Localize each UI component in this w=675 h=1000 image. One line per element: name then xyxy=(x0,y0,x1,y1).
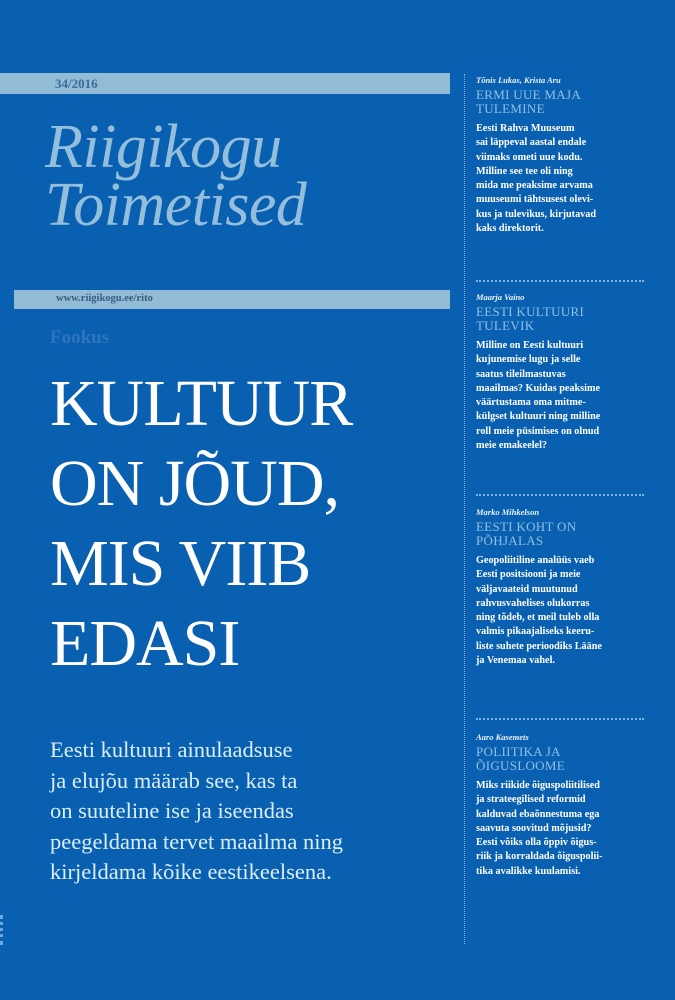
summary-line: liste suhete perioodiks Lääne xyxy=(476,640,602,652)
article-title-line: ÕIGUSLOOME xyxy=(476,758,565,773)
article-divider xyxy=(476,280,644,282)
article-ermi[interactable] xyxy=(476,74,656,236)
summary-line: Milline see tee oli ning xyxy=(476,165,573,177)
lede-line: Eesti kultuuri ainulaadsuse xyxy=(50,737,293,762)
url-bar xyxy=(14,290,450,309)
masthead xyxy=(45,113,455,239)
article-title-line: TULEMINE xyxy=(476,101,545,116)
edge-mark xyxy=(0,915,6,945)
summary-line: tika avalikke kuulamisi. xyxy=(476,865,581,877)
article-summary xyxy=(476,339,656,453)
article-summary xyxy=(476,779,656,879)
summary-line: roll meie püsimises on olnud xyxy=(476,425,600,437)
masthead-line-2: Toimetised xyxy=(45,171,307,239)
article-author: Marko Mihkelson xyxy=(476,507,540,517)
article-title-line: PÕHJALAS xyxy=(476,533,544,548)
masthead-line-1: Riigikogu xyxy=(45,113,282,181)
summary-line: Miks riikide õiguspoliitilised xyxy=(476,780,600,791)
article-summary xyxy=(476,122,656,236)
headline-line: MIS VIIB xyxy=(50,527,311,600)
summary-line: ja Venemaa vahel. xyxy=(476,655,555,667)
summary-line: kujunemise lugu ja selle xyxy=(476,354,581,366)
lede-line: ja elujõu määrab see, kas ta xyxy=(50,767,298,793)
summary-line: ja strateegilised reformid xyxy=(476,794,586,806)
article-title xyxy=(476,745,656,773)
issue-number: 34/2016 xyxy=(55,76,98,91)
article-title xyxy=(476,520,656,548)
summary-line: kus ja tulevikus, kirjutavad xyxy=(476,208,597,220)
summary-line: Milline on Eesti kultuuri xyxy=(476,340,584,351)
summary-line: viimaks ometi uue kodu. xyxy=(476,151,583,163)
article-title-line: EESTI KOHT ON xyxy=(476,519,577,534)
summary-line: riik ja korraldada õiguspolii- xyxy=(476,851,603,863)
summary-line: valmis pikaajaliseks keeru- xyxy=(476,626,595,638)
article-title-line: POLIITIKA JA xyxy=(476,744,561,759)
article-title xyxy=(476,88,656,116)
article-policy-law[interactable] xyxy=(476,731,656,879)
summary-line: saatus tileilmastuvas xyxy=(476,368,566,380)
article-author: Tõnis Lukas, Krista Aru xyxy=(476,75,561,85)
summary-line: rahvusvahelises olukorras xyxy=(476,597,590,609)
cover-lede xyxy=(50,735,460,888)
summary-line: Eesti positsiooni ja meie xyxy=(476,569,581,581)
website-url: www.riigikogu.ee/rito xyxy=(56,293,153,304)
article-title-line: EESTI KULTUURI xyxy=(476,304,585,319)
issue-number-bar xyxy=(0,73,450,94)
article-divider xyxy=(476,494,644,496)
summary-line: Eesti Rahva Muuseum xyxy=(476,123,575,134)
article-title-line: TULEVIK xyxy=(476,318,535,333)
summary-line: mida me peaksime arvama xyxy=(476,180,593,192)
section-label: Fookus xyxy=(50,327,110,348)
article-divider xyxy=(476,718,644,720)
column-divider xyxy=(464,74,465,944)
article-summary xyxy=(476,554,656,668)
summary-line: maailmas? Kuidas peaksime xyxy=(476,382,600,394)
headline-line: ON JÕUD, xyxy=(50,447,339,520)
summary-line: Geopoliitiline analüüs vaeb xyxy=(476,555,595,566)
summary-line: külgset kultuuri ning milline xyxy=(476,411,601,423)
headline-line: KULTUUR xyxy=(50,367,353,440)
summary-line: kalduvad ebaõnnestuma ega xyxy=(476,808,600,820)
cover-headline xyxy=(50,364,470,684)
summary-line: muuseumi tähtsusest olevi- xyxy=(476,194,594,206)
summary-line: ning tõdeb, et meil tuleb olla xyxy=(476,612,600,624)
summary-line: väärtustama oma mitme- xyxy=(476,397,586,409)
article-title xyxy=(476,305,656,333)
article-estonia-north[interactable] xyxy=(476,506,656,668)
lede-line: peegeldama tervet maailma ning xyxy=(50,828,343,854)
summary-line: meie emakeelel? xyxy=(476,440,547,452)
summary-line: saavuta soovitud mõjusid? xyxy=(476,822,592,834)
lede-line: on suuteline ise ja iseendas xyxy=(50,798,294,823)
summary-line: sai läppeval aastal endale xyxy=(476,137,587,149)
summary-line: kaks direktorit. xyxy=(476,223,544,235)
summary-line: väljavaateid muutunud xyxy=(476,583,578,595)
article-culture-future[interactable] xyxy=(476,291,656,453)
article-title-line: ERMI UUE MAJA xyxy=(476,87,582,102)
article-author: Maarja Vaino xyxy=(476,292,525,302)
summary-line: Eesti võiks olla õppiv õigus- xyxy=(476,837,597,849)
headline-line: EDASI xyxy=(50,607,240,680)
article-author: Aaro Kasemets xyxy=(476,732,529,742)
lede-line: kirjeldama kõike eestikeelsena. xyxy=(50,859,332,884)
